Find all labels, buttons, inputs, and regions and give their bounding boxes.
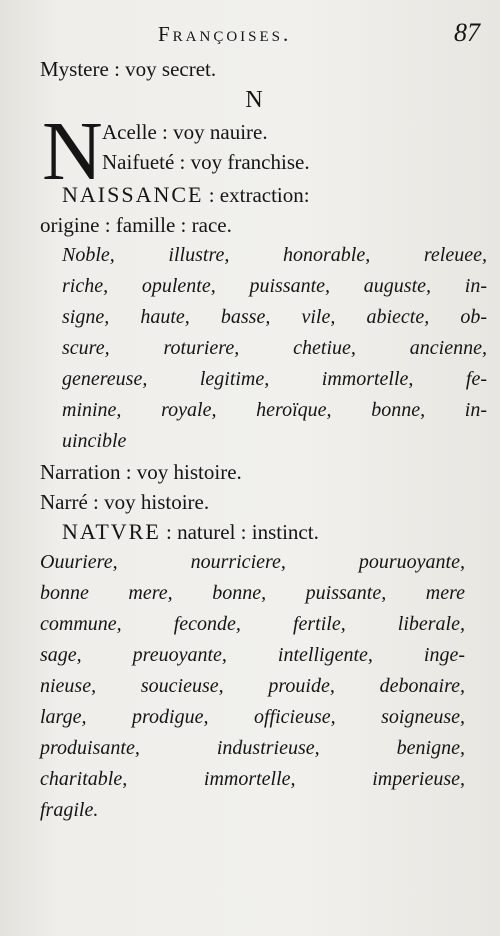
naissance-epithet-line: signe, haute, basse, vile, abiecte, ob-: [62, 306, 487, 328]
entry-naifuete: Naifueté : voy franchise.: [102, 150, 310, 174]
naissance-epithet-line: riche, opulente, puissante, auguste, in-: [62, 275, 487, 297]
headword-naissance: NAISSANCE: [62, 182, 204, 207]
entry-nature-heading: [40, 517, 470, 547]
entry-narre: Narré : voy histoire.: [40, 490, 210, 514]
section-letter: N: [245, 87, 265, 113]
entry-narration: Narration : voy histoire.: [40, 460, 242, 484]
dictionary-text: [40, 54, 487, 826]
entry-mystere: Mystere : voy secret.: [40, 57, 217, 81]
naissance-synonyms: : extraction:: [208, 183, 310, 207]
page-header: [150, 18, 480, 50]
nature-epithet-line: produisante, industrieuse, benigne,: [40, 737, 465, 759]
nature-epithet-line: bonne mere, bonne, puissante, mere: [40, 582, 465, 604]
naissance-epithet-line: Noble, illustre, honorable, releuee,: [62, 244, 487, 266]
entry-naissance-heading: [40, 180, 470, 210]
running-head: Françoises.: [158, 22, 292, 46]
entry-nacelle: Acelle : voy nauire.: [102, 120, 268, 144]
naissance-epithet-line: genereuse, legitime, immortelle, fe-: [62, 368, 487, 390]
nature-epithet-line: nieuse, soucieuse, prouide, debonaire,: [40, 675, 465, 697]
nature-epithet-line: commune, feconde, fertile, liberale,: [40, 613, 465, 635]
nature-epithet-line: sage, preuoyante, intelligente, inge-: [40, 644, 465, 666]
nature-epithets: [40, 547, 465, 826]
page-number: 87: [454, 18, 480, 47]
headword-nature: NATVRE: [62, 519, 161, 544]
naissance-synonyms-cont: origine : famille : race.: [40, 213, 232, 237]
nature-epithet-line: large, prodigue, officieuse, soigneuse,: [40, 706, 465, 728]
naissance-epithet-line: uincible: [62, 430, 127, 452]
drop-cap: N: [42, 105, 103, 198]
nature-epithet-line: fragile.: [40, 799, 99, 821]
nature-synonyms: : naturel : instinct.: [166, 520, 319, 544]
naissance-epithets: [40, 240, 487, 457]
nature-epithet-line: charitable, immortelle, imperieuse,: [40, 768, 465, 790]
naissance-epithet-line: scure, roturiere, chetiue, ancienne,: [62, 337, 487, 359]
nature-epithet-line: Ouuriere, nourriciere, pouruoyante,: [40, 551, 465, 573]
naissance-epithet-line: minine, royale, heroïque, bonne, in-: [62, 399, 487, 421]
